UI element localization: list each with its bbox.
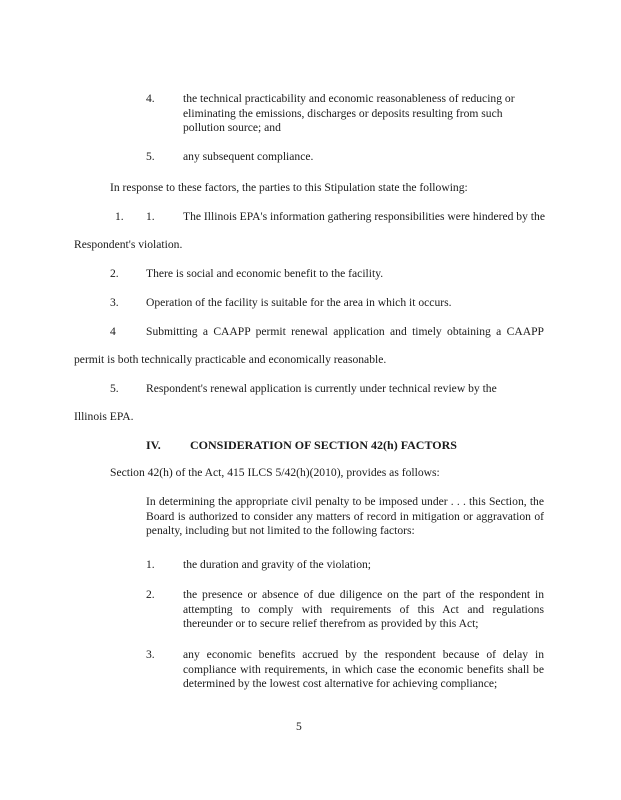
stip-text: Respondent's violation.: [74, 238, 183, 251]
stip-text: Illinois EPA.: [74, 410, 134, 423]
section-intro: Section 42(h) of the Act, 415 ILCS 5/42(h)(2010), provides as follows:: [110, 466, 440, 479]
stip-number: 1.: [146, 210, 155, 223]
stip-number: 1.: [115, 210, 124, 223]
stip-text: permit is both technically practicable and economically reasonable.: [74, 353, 387, 366]
stip-number: 4: [110, 325, 116, 338]
factor-text: the duration and gravity of the violation;: [183, 558, 372, 571]
list-item-text: any subsequent compliance.: [183, 150, 314, 163]
factor-text: any economic benefits accrued by the respondent because of delay in compliance with requirements, in which case the economic benefits shall be determined by the lowest cost alternative for achieving compliance;: [183, 648, 544, 690]
stip-text: The Illinois EPA's information gathering responsibilities were hindered by the: [183, 210, 545, 223]
block-quote: In determining the appropriate civil penalty to be imposed under . . . this Section, the Board is authorized to consider any matters of record in mitigation or aggravation of penalty, including but not limited to the following factors:: [146, 495, 544, 537]
stip-number: 5.: [110, 382, 119, 395]
stip-text: Submitting a CAAPP permit renewal application and timely obtaining a CAAPP: [146, 325, 544, 338]
stip-text: Respondent's renewal application is currently under technical review by the: [146, 382, 497, 395]
list-item-text: the technical practicability and economic reasonableness of reducing or eliminating the emissions, discharges or deposits resulting from such pollution source; and: [183, 92, 515, 134]
factor-number: 3.: [146, 648, 155, 661]
factor-text: the presence or absence of due diligence on the part of the respondent in attempting to comply with requirements of this Act and regulations thereunder or to secure relief therefrom as provided by this Act;: [183, 588, 544, 630]
stip-number: 3.: [110, 296, 119, 309]
factor-number: 2.: [146, 588, 155, 601]
factor-number: 1.: [146, 558, 155, 571]
section-title: CONSIDERATION OF SECTION 42(h) FACTORS: [190, 438, 457, 452]
stip-text: Operation of the facility is suitable for the area in which it occurs.: [146, 296, 452, 309]
list-item-number: 5.: [146, 150, 155, 163]
page-number: 5: [296, 720, 302, 733]
stip-number: 2.: [110, 267, 119, 280]
intro-paragraph: In response to these factors, the parties to this Stipulation state the following:: [110, 181, 468, 194]
list-item-number: 4.: [146, 92, 155, 105]
section-number: IV.: [146, 438, 161, 452]
stip-text: There is social and economic benefit to the facility.: [146, 267, 384, 280]
